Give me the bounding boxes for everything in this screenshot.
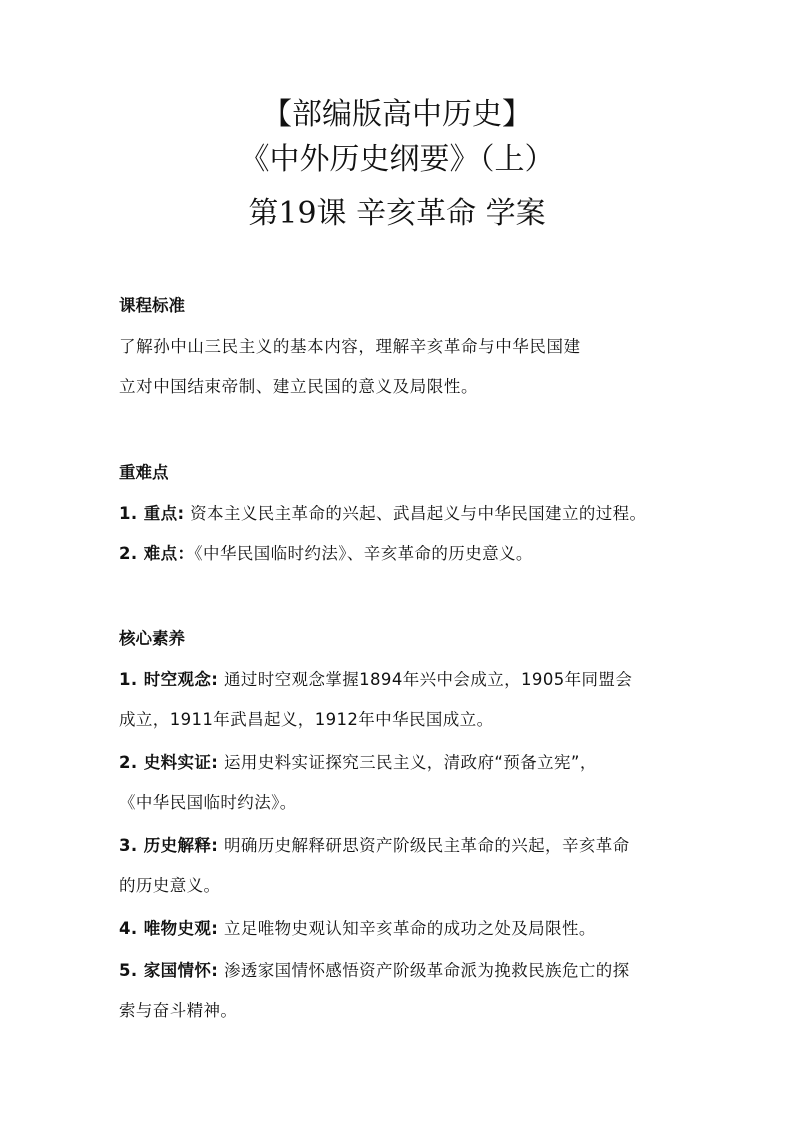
document-title-series: 【部编版高中历史】 <box>262 97 532 132</box>
core-literacy-text: 成立，1911年武昌起义，1912年中华民国成立。 <box>119 710 494 729</box>
core-literacy-text: 渗透家国情怀感悟资产阶级革命派为挽救民族危亡的探 <box>218 961 630 980</box>
core-literacy-label: 1. 时空观念: <box>119 670 219 689</box>
curriculum-paragraph <box>119 327 679 407</box>
key-point-label: 2. 难点： <box>119 544 195 563</box>
core-literacy-item <box>119 826 684 906</box>
curriculum-heading: 课程标准 <box>119 296 185 315</box>
core-literacy-text: 索与奋斗精神。 <box>119 1001 238 1020</box>
curriculum-line: 立对中国结束帝制、建立民国的意义及局限性。 <box>119 377 479 396</box>
core-literacy-label: 3. 历史解释: <box>119 836 219 855</box>
document-title-lesson: 第19课 辛亥革命 学案 <box>248 196 546 231</box>
core-literacy-text: 的历史意义。 <box>119 876 221 895</box>
curriculum-line: 了解孙中山三民主义的基本内容，理解辛亥革命与中华民国建 <box>119 337 581 356</box>
core-literacy-label: 2. 史料实证: <box>119 753 219 772</box>
key-point-text: 资本主义民主革命的兴起、武昌起义与中华民国建立的过程。 <box>184 504 647 523</box>
core-literacy-heading: 核心素养 <box>119 629 185 648</box>
core-literacy-text: 立足唯物史观认知辛亥革命的成功之处及局限性。 <box>218 919 596 938</box>
core-literacy-text: 明确历史解释研思资产阶级民主革命的兴起，辛亥革命 <box>218 836 630 855</box>
core-literacy-item <box>119 951 684 1031</box>
core-literacy-label: 4. 唯物史观: <box>119 919 219 938</box>
core-literacy-text: 通过时空观念掌握1894年兴中会成立，1905年同盟会 <box>218 670 633 689</box>
core-literacy-label: 5. 家国情怀: <box>119 961 219 980</box>
key-point-text: 《中华民国临时约法》、辛亥革命的历史意义。 <box>194 544 533 563</box>
key-point-item <box>119 534 684 574</box>
core-literacy-item <box>119 909 684 949</box>
core-literacy-text: 运用史料实证探究三民主义，清政府“预备立宪”， <box>218 753 597 772</box>
core-literacy-item <box>119 660 684 740</box>
key-points-heading: 重难点 <box>119 463 169 482</box>
key-point-label: 1. 重点: <box>119 504 185 523</box>
key-point-item <box>119 494 684 534</box>
core-literacy-item <box>119 743 684 823</box>
document-title-book: 《中外历史纲要》（上） <box>239 142 555 177</box>
core-literacy-text: 《中华民国临时约法》。 <box>119 793 297 812</box>
